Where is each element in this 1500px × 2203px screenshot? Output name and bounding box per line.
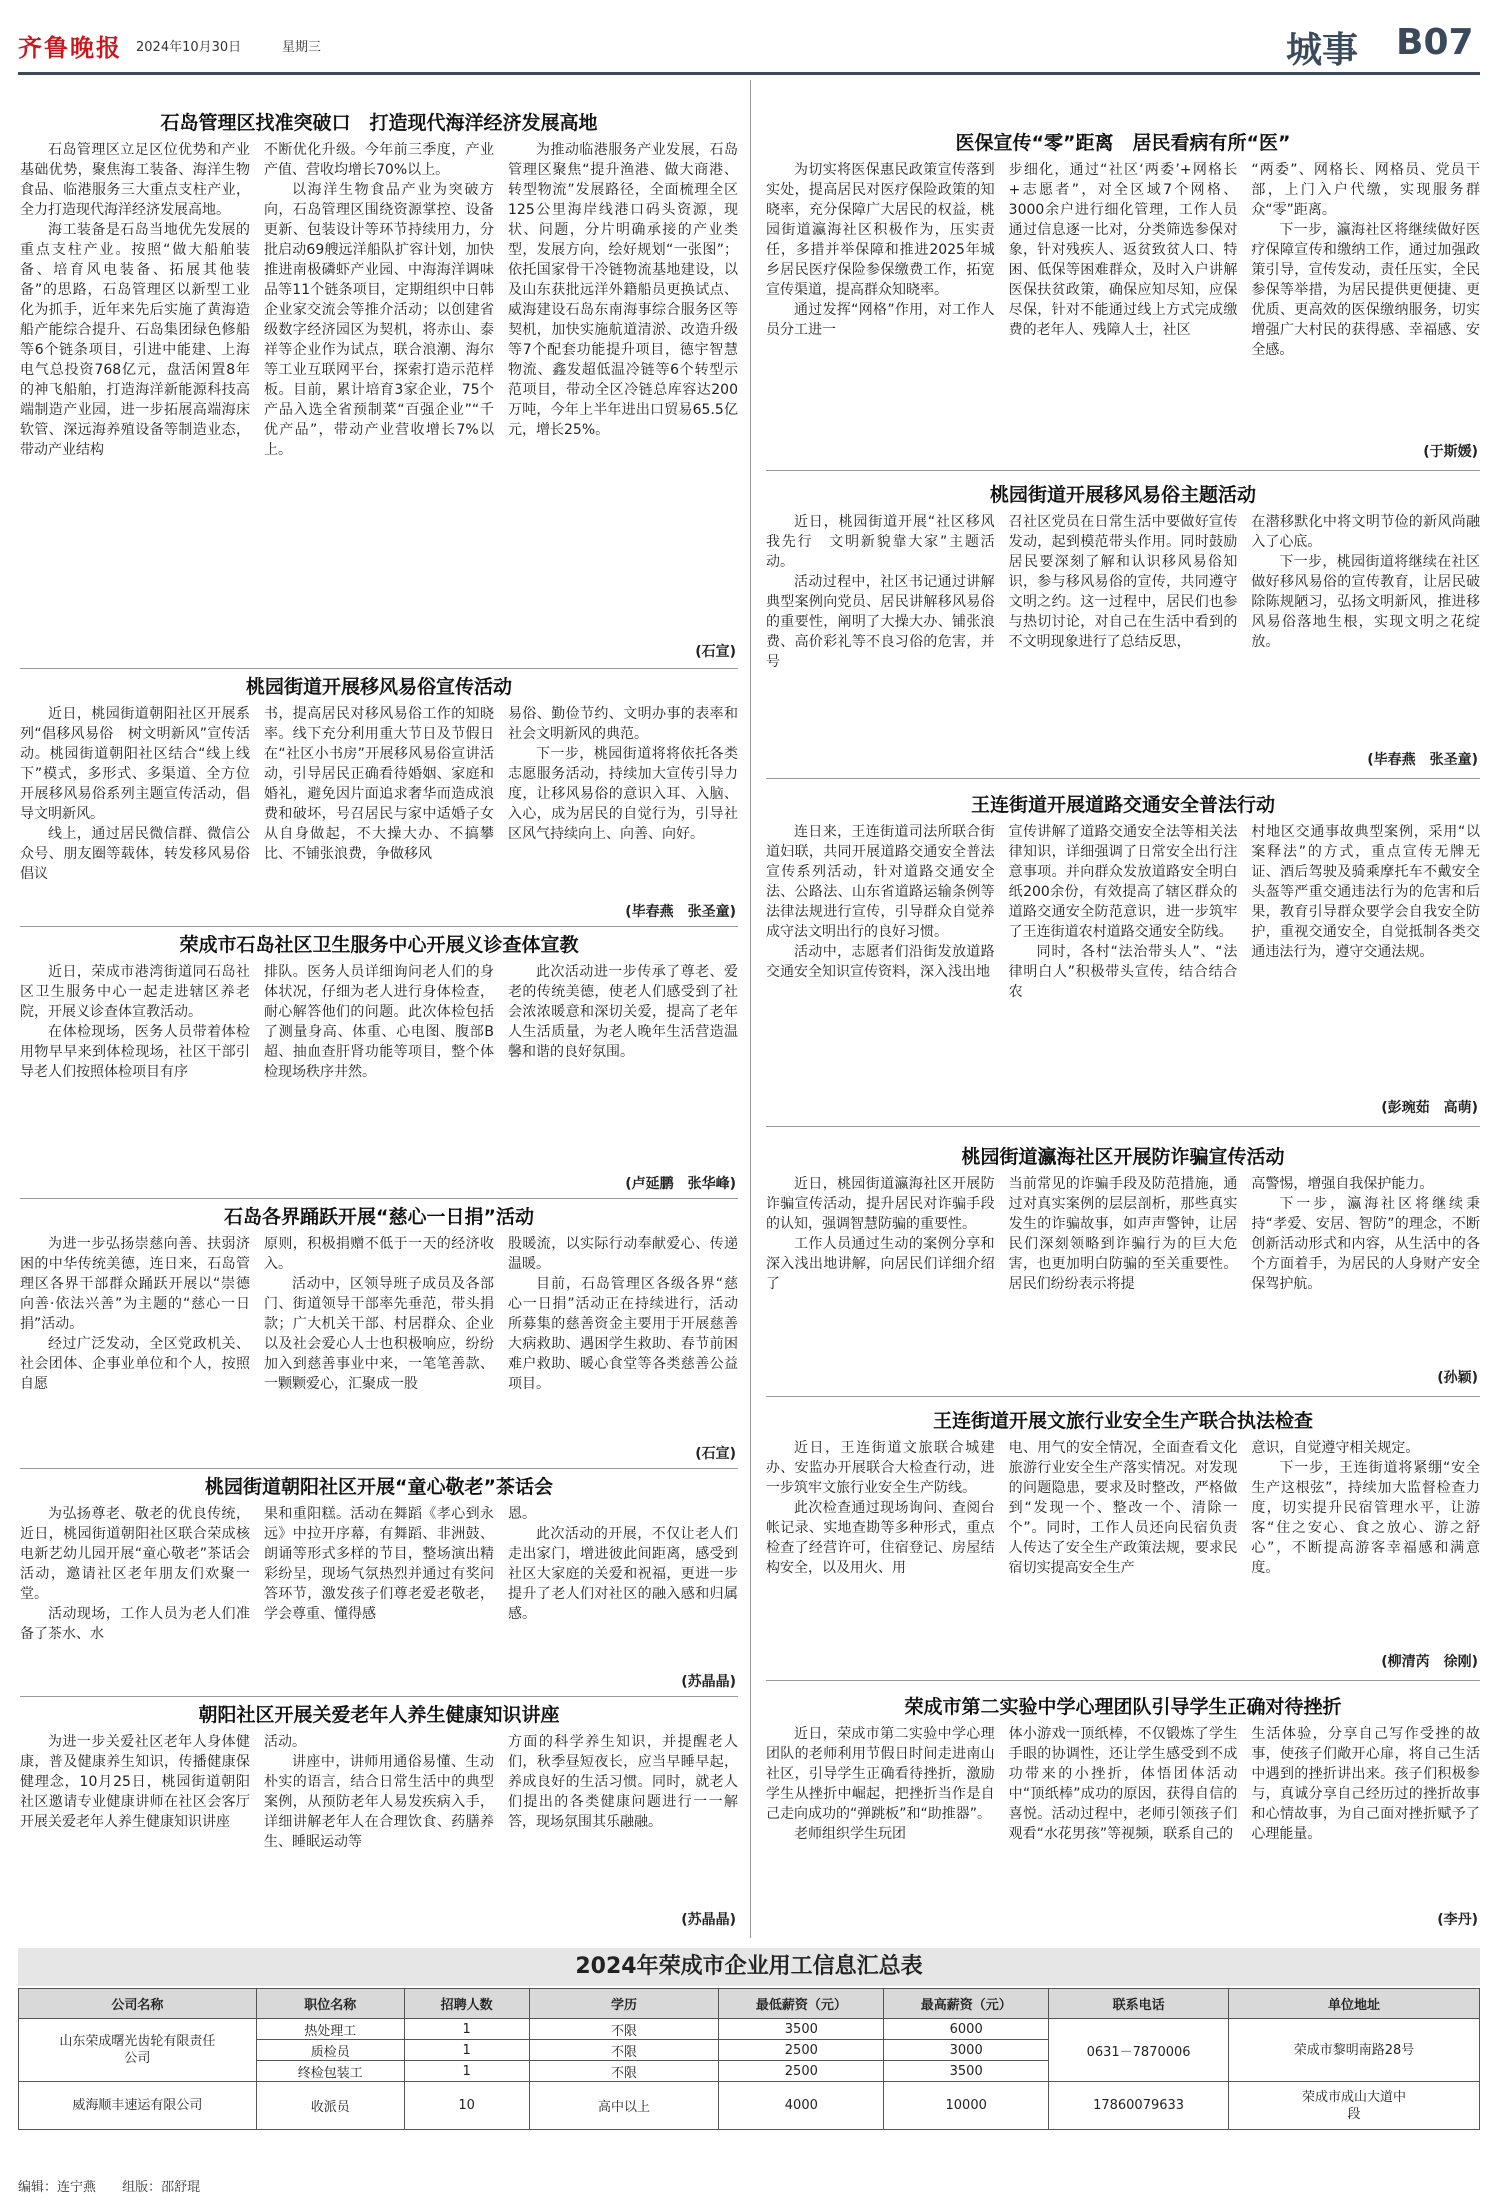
paragraph: 当前常见的诈骗手段及防范措施，通过对真实案例的层层剖析，那些真实发生的诈骗故事，如声声警钟，让居民们深刻领略到诈骗行为的巨大危害，也更加明白防骗的至关重要性。居民们纷纷表示将提 [1008,1176,1238,1292]
article-a5 [20,1470,738,1692]
article-column [264,140,494,460]
paragraph: 活动过程中，社区书记通过讲解典型案例向党员、居民讲解移风易俗的重要性，阐明了大操大办、铺张浪费、高价彩礼等不良习俗的危害，并号 [766,574,995,670]
article-column [264,962,494,1082]
paragraph: 不断优化升级。今年前三季度，产业产值、营收均增长70%以上。 [264,142,494,178]
article-column [508,1732,738,1852]
header-phone: 联系电话 [1049,1989,1229,2019]
article-column [20,1504,250,1644]
paragraph: “两委”、网格长、网格员、党员干部，上门入户代缴，实现服务群众“零”距离。 [1251,162,1480,218]
article-column [508,704,738,884]
company-name: 山东荣成曙光齿轮有限责任公司 [19,2019,257,2082]
paragraph: 此次检查通过现场询问、查阅台帐记录、实地查勘等多种形式，重点检查了经营许可，住宿登记、房屋结构安全，以及用火、用 [766,1500,995,1576]
headline: 医保宣传“零”距离 居民看病有所“医” [955,132,1291,154]
max-salary-cell: 6000 [884,2019,1049,2040]
article-column [1251,512,1480,672]
article-b2 [766,478,1480,770]
header-address: 单位地址 [1229,1989,1480,2019]
byline: (彭琬茹 高萌) [1375,1098,1478,1118]
max-salary-cell: 3000 [884,2040,1049,2061]
paragraph: 目前，石岛管理区各级各界“慈心一日捐”活动正在持续进行，活动所募集的慈善资金主要用于开展慈善大病救助、遇困学生救助、春节前困难户救助、暖心食堂等各类慈善公益项目。 [508,1276,738,1392]
paragraph: 以海洋生物食品产业为突破方向，石岛管理区围绕资源掌控、设备更新、包装设计等环节持续用力，分批启动69艘远洋船队扩容计划，加快推进南极磷虾产业园、中海海洋调味品等11个链条项目，定期组织中日韩企业家交流会等推介活动；以创建省级数字经济园区为契机，将赤山、泰祥等企业作为试点，联合浪潮、海尔等工业互联网平台，探索打造示范样板。目前，累计培育3家企业，75个产品入选全省预制菜“百强企业”“千优产品”，带动产业营收增长7%以上。 [264,182,494,458]
paragraph: 意识，自觉遵守相关规定。 [1251,1440,1420,1456]
article-column [766,822,995,1002]
paragraph: 下一步，瀛海社区将继续做好医疗保障宣传和缴纳工作，通过加强政策引导，宣传发动，责任压实，全民参保等举措，为居民提供更便捷、更优质、更高效的医保缴纳服务，切实增强广大村民的获得感、幸福感、安全感。 [1251,222,1480,358]
education-cell: 不限 [529,2061,719,2082]
article-column [20,704,250,884]
paragraph: 召社区党员在日常生活中要做好宣传发动，起到模范带头作用。同时鼓励居民要深刻了解和认识移风易俗知识，参与移风易俗的宣传，共同遵守文明之约。这一过程中，居民们也参与热切讨论，对自己在生活中看到的不文明现象进行了总结反思， [1008,514,1238,650]
article-column [766,512,995,672]
byline: (苏晶晶) [675,1672,736,1692]
article-b6 [766,1690,1480,1930]
headline: 朝阳社区开展关爱老年人养生健康知识讲座 [198,1704,560,1726]
job-table [18,1988,1480,2130]
paragraph: 活动。 [264,1734,306,1750]
article-column [264,1732,494,1852]
article-column [264,1504,494,1644]
paragraph: 活动中，志愿者们沿街发放道路交通安全知识宣传资料，深入浅出地 [766,944,995,980]
article-column [1251,160,1480,360]
article-divider [20,1468,738,1469]
position-cell: 质检员 [256,2040,404,2061]
article-column [1009,1438,1238,1578]
headline: 荣成市第二实验中学心理团队引导学生正确对待挫折 [904,1696,1342,1718]
byline: (毕春燕 张圣童) [619,902,736,922]
education-cell: 高中以上 [529,2082,719,2130]
article-column [508,1504,738,1644]
article-column [1009,822,1238,1002]
article-a6 [20,1698,738,1930]
paragraph: 下一步，桃园街道将将依托各类志愿服务活动，持续加大宣传引导力度，让移风易俗的意识入耳、入脑、入心，成为居民的自觉行为，引导社区风气持续向上、向善、向好。 [508,746,738,842]
table-row [19,2082,1480,2130]
paragraph: 同时，各村“法治带头人”、“法律明白人”积极带头宣传，结合结合农 [1008,944,1238,1000]
count-cell: 1 [404,2040,529,2061]
headline: 桃园街道朝阳社区开展“童心敬老”茶话会 [205,1476,553,1498]
paragraph: 恩。 [508,1506,536,1522]
paragraph: 近日，王连街道文旅联合城建办、安监办开展联合大检查行动，进一步筑牢文旅行业安全生产防线。 [766,1440,995,1496]
headline: 石岛管理区找准突破口 打造现代海洋经济发展高地 [160,112,598,134]
masthead-rule [18,72,1480,75]
article-column [508,962,738,1082]
position-cell: 终检包装工 [256,2061,404,2082]
article-a4 [20,1200,738,1464]
paragraph: 此次活动进一步传承了尊老、爱老的传统美德，使老人们感受到了社会浓浓暖意和深切关爱，提高了老年人生活质量，为老人晚年生活营造温馨和谐的良好氛围。 [508,964,738,1060]
max-salary-cell: 3500 [884,2061,1049,2082]
headline: 王连街道开展文旅行业安全生产联合执法检查 [932,1410,1313,1432]
paragraph: 近日，桃园街道开展“社区移风我先行 文明新貌靠大家”主题活动。 [766,514,995,570]
paragraph: 果和重阳糕。活动在舞蹈《孝心到永远》中拉开序幕，有舞蹈、非洲鼓、朗诵等形式多样的节目，整场演出精彩纷呈，现场气氛热烈并通过有奖问答环节，激发孩子们尊老爱老敬老，学会尊重、懂得感 [264,1506,494,1622]
paragraph: 为进一步弘扬崇慈向善、扶弱济困的中华传统美德，连日来，石岛管理区各界干部群众踊跃开展以“崇德向善·依法兴善”为主题的“慈心一日捐”活动。 [20,1236,250,1332]
paragraph: 此次活动的开展，不仅让老人们走出家门，增进彼此间距离，感受到社区大家庭的关爱和祝福，更进一步提升了老人们对社区的融入感和归属感。 [508,1526,738,1622]
byline: (石宣) [689,1444,736,1464]
paragraph: 活动中，区领导班子成员及各部门、街道领导干部率先垂范，带头捐款；广大机关干部、村居群众、企业以及社会爱心人士也积极响应，纷纷加入到慈善事业中来，一笔笔善款、一颗颗爱心，汇聚成一股 [264,1276,494,1392]
article-b4 [766,1140,1480,1388]
center-divider [750,80,751,1938]
max-salary-cell: 10000 [884,2082,1049,2130]
headline: 桃园街道瀛海社区开展防诈骗宣传活动 [961,1146,1285,1168]
header-max-salary: 最高薪资（元） [884,1989,1049,2019]
issue-weekday: 星期三 [282,40,322,55]
min-salary-cell: 2500 [719,2061,884,2082]
count-cell: 1 [404,2061,529,2082]
article-column [766,160,995,360]
page-number: B07 [1396,22,1474,63]
paragraph: 近日，桃园街道朝阳社区开展系列“倡移风易俗 树文明新风”宣传活动。桃园街道朝阳社区结合“线上线下”模式，多形式、多渠道、全方位开展移风易俗系列主题宣传活动，倡导文明新风。 [20,706,250,822]
table-header-row [19,1989,1480,2019]
paragraph: 电、用气的安全情况，全面查看文化旅游行业安全生产落实情况。对发现的问题隐患，要求及时整改，严格做到“发现一个、整改一个、清除一个”。同时，工作人员还向民宿负责人传达了安全生产政策法规，要求民宿切实提高安全生产 [1008,1440,1238,1576]
position-cell: 热处理工 [256,2019,404,2040]
article-divider [766,1126,1480,1127]
header-count: 招聘人数 [404,1989,529,2019]
paragraph: 近日，荣成市港湾街道同石岛社区卫生服务中心一起走进辖区养老院，开展义诊查体宣教活动。 [20,964,250,1020]
article-column [1251,1438,1480,1578]
paragraph: 股暖流，以实际行动奉献爱心、传递温暖。 [508,1236,738,1272]
article-b5 [766,1404,1480,1672]
phone-cell: 0631－7870006 [1049,2019,1229,2082]
article-column [766,1724,995,1844]
paragraph: 活动现场，工作人员为老人们准备了茶水、水 [20,1606,250,1642]
paragraph: 原则，积极捐赠不低于一天的经济收入。 [264,1236,494,1272]
article-a2 [20,670,738,922]
phone-cell: 17860079633 [1049,2082,1229,2130]
issue-date: 2024年10月30日 [136,40,242,55]
article-b1 [766,126,1480,462]
article-column [1251,1174,1480,1294]
newspaper-logo: 齐鲁晚报 [18,33,122,62]
article-a1 [20,106,738,662]
byline: (石宣) [689,642,736,662]
paragraph: 下一步，瀛海社区将继续秉持“孝爱、安居、智防”的理念，不断创新活动形式和内容，从生活中的各个方面着手，为居民的人身财产安全保驾护航。 [1251,1196,1480,1292]
paragraph: 近日，荣成市第二实验中学心理团队的老师利用节假日时间走进南山社区，引导学生正确看待挫折，激励学生从挫折中崛起，把挫折当作是自己走向成功的“弹跳板”和“助推器”。 [766,1726,995,1822]
paragraph: 下一步，桃园街道将继续在社区做好移风易俗的宣传教育，让居民破除陈规陋习，弘扬文明新风，推进移风易俗落地生根，实现文明之花绽放。 [1251,554,1480,650]
paragraph: 易俗、勤俭节约、文明办事的表率和社会文明新风的典范。 [508,706,738,742]
byline: (卢延鹏 张华峰) [619,1174,736,1194]
article-column [1009,160,1238,360]
paragraph: 为切实将医保惠民政策宣传落到实处，提高居民对医疗保险政策的知晓率，充分保障广大居民的权益，桃园街道瀛海社区积极作为，压实责任，多措并举保障和推进2025年城乡居民医疗保险参保缴费工作，拓宽宣传渠道，提高群众知晓率。 [766,162,995,298]
table-title: 2024年荣成市企业用工信息汇总表 [18,1948,1480,1986]
article-column [264,1234,494,1394]
paragraph: 体小游戏一顶纸棒，不仅锻炼了学生手眼的协调性，还让学生感受到不成功带来的小挫折，体悟团体活动中“顶纸棒”成功的原因，获得自信的喜悦。活动过程中，老师引领孩子们观看“水花男孩”等视频，联系自己的 [1008,1726,1238,1842]
paragraph: 宣传讲解了道路交通安全法等相关法律知识，详细强调了日常安全出行注意事项。并向群众发放道路安全明白纸200余份，有效提高了辖区群众的道路交通安全防范意识，进一步筑牢了王连街道农村道路交通安全防线。 [1008,824,1238,940]
article-a3 [20,928,738,1194]
headline: 桃园街道开展移风易俗主题活动 [989,484,1256,506]
article-column [20,962,250,1082]
paragraph: 高警惕，增强自我保护能力。 [1251,1176,1434,1192]
table-row [19,2019,1480,2040]
headline: 石岛各界踊跃开展“慈心一日捐”活动 [224,1206,534,1228]
article-column [20,1234,250,1394]
footer [18,2176,222,2195]
address-cell: 荣成市黎明南路28号 [1229,2019,1480,2082]
min-salary-cell: 2500 [719,2040,884,2061]
paragraph: 海工装备是石岛当地优先发展的重点支柱产业。按照“做大船舶装备、培育风电装备、拓展其他装备”的思路，石岛管理区以新型工业化为抓手，近年来先后实施了黄海造船产能综合提升、石岛集团绿色修船等6个链条项目，引进中能建、上海电气总投资768亿元，盘活闲置8年的神飞船舶，打造海洋新能源科技高端制造产业园，进一步拓展高端海床软管、深远海养殖设备等制造业态，带动产业结构 [20,222,250,458]
byline: (孙颖) [1431,1368,1478,1388]
article-b3 [766,788,1480,1118]
byline: (苏晶晶) [675,1910,736,1930]
byline: (毕春燕 张圣童) [1361,750,1478,770]
education-cell: 不限 [529,2019,719,2040]
paragraph: 工作人员通过生动的案例分享和深入浅出地讲解，向居民们详细介绍了 [766,1236,995,1292]
paragraph: 村地区交通事故典型案例，采用“以案释法”的方式，重点宣传无牌无证、酒后驾驶及骑乘摩托车不戴安全头盔等严重交通违法行为的危害和后果，教育引导群众要学会自我安全防护，重视交通安全，自觉抵制各类交通违法行为，遵守交通法规。 [1251,824,1480,960]
article-divider [20,668,738,669]
paragraph: 为弘扬尊老、敬老的优良传统，近日，桃园街道朝阳社区联合荣成核电新艺幼儿园开展“童心敬老”茶话会活动，邀请社区老年朋友们欢聚一堂。 [20,1506,250,1602]
paragraph: 经过广泛发动，全区党政机关、社会团体、企事业单位和个人，按照自愿 [20,1336,250,1392]
header-min-salary: 最低薪资（元） [719,1989,884,2019]
paragraph: 老师组织学生玩团 [794,1826,906,1842]
position-cell: 收派员 [256,2082,404,2130]
article-column [1009,1174,1238,1294]
section-name: 城事 [1286,30,1359,71]
count-cell: 10 [404,2082,529,2130]
article-column [766,1174,995,1294]
article-column [766,1438,995,1578]
editor-credit: 编辑：连宁燕 [18,2180,97,2195]
paragraph: 步细化，通过“社区‘两委’+网格长+志愿者”，对全区域7个网格、3000余户进行细化管理，工作人员通过信息逐一比对，分类筛选参保对象，针对残疾人、返贫致贫人口、特困、低保等困难群众，及时入户讲解医保扶贫政策，确保应知尽知，应保尽保，针对不能通过线上方式完成缴费的老年人、残障人士，社区 [1008,162,1238,338]
education-cell: 不限 [529,2040,719,2061]
byline: (李丹) [1431,1910,1478,1930]
byline: (于斯媛) [1417,442,1478,462]
paragraph: 为推动临港服务产业发展，石岛管理区聚焦“提升渔港、做大商港、转型物流”发展路径，全面梳理全区125公里海岸线港口码头资源，现状、问题，分片明确承接的产业类型，发展方向，绘好规划“一张图”；依托国家骨干冷链物流基地建设，以及山东获批远洋外籍船员更换试点、威海建设石岛东南海事综合服务区等契机，加快实施航道清淤、改造升级等7个配套功能提升项目，德宇智慧物流、鑫发超低温冷链等6个转型示范项目，带动全区冷链总库容达200万吨，今年上半年进出口贸易65.5亿元，增长25%。 [508,142,738,438]
article-column [20,140,250,460]
paragraph: 线上，通过居民微信群、微信公众号、朋友圈等载体，转发移风易俗倡议 [20,826,250,882]
min-salary-cell: 4000 [719,2082,884,2130]
article-column [1009,1724,1238,1844]
headline: 王连街道开展道路交通安全普法行动 [970,794,1275,816]
article-divider [766,778,1480,779]
article-divider [766,1680,1480,1681]
article-divider [20,1696,738,1697]
paragraph: 为进一步关爱社区老年人身体健康，普及健康养生知识，传播健康保健理念，10月25日，桃园街道朝阳社区邀请专业健康讲师在社区会客厅开展关爱老年人养生健康知识讲座 [20,1734,250,1830]
article-divider [766,1396,1480,1397]
article-column [1251,822,1480,1002]
paragraph: 石岛管理区立足区位优势和产业基础优势，聚焦海工装备、海洋生物食品、临港服务三大重点支柱产业，全力打造现代海洋经济发展高地。 [20,142,250,218]
byline: (柳清芮 徐刚) [1375,1652,1478,1672]
paragraph: 方面的科学养生知识，并提醒老人们，秋季昼短夜长，应当早睡早起，养成良好的生活习惯。同时，就老人们提出的各类健康问题进行一一解答，现场氛围其乐融融。 [508,1734,738,1830]
paragraph: 生活体验，分享自己写作受挫的故事，使孩子们敞开心扉，将自己生活中遇到的挫折讲出来。孩子们积极参与，真诚分享自己经历过的挫折故事和心情故事，为自己面对挫折赋予了心理能量。 [1251,1726,1480,1842]
address-cell: 荣成市成山大道中段 [1229,2082,1480,2130]
article-column [508,1234,738,1394]
paragraph: 书，提高居民对移风易俗工作的知晓率。线下充分利用重大节日及节假日在“社区小书房”开展移风易俗宣讲活动，引导居民正确看待婚姻、家庭和婚礼，避免因片面追求奢华而造成浪费和破坏，号召居民与家中适婚子女从自身做起，不大操大办、不搞攀比、不铺张浪费，争做移风 [264,706,494,862]
paragraph: 下一步，王连街道将紧绷“安全生产这根弦”，持续加大监督检查力度，切实提升民宿管理水平，让游客“住之安心、食之放心、游之舒心”，不断提高游客幸福感和满意度。 [1251,1460,1480,1576]
paragraph: 通过发挥“网格”作用，对工作人员分工进一 [766,302,995,338]
paragraph: 连日来，王连街道司法所联合街道妇联，共同开展道路交通安全普法宣传系列活动，针对道路交通安全法、公路法、山东省道路运输条例等法律法规进行宣传，引导群众自觉养成守法文明出行的良好习惯。 [766,824,995,940]
company-name: 威海顺丰速运有限公司 [19,2082,257,2130]
header-education: 学历 [529,1989,719,2019]
article-column [264,704,494,884]
header-position: 职位名称 [256,1989,404,2019]
article-column [1251,1724,1480,1844]
layout-credit: 组版：邵舒琨 [122,2180,201,2195]
article-column [20,1732,250,1852]
job-info-section [18,1948,1480,2168]
article-column [508,140,738,460]
paragraph: 近日，桃园街道瀛海社区开展防诈骗宣传活动，提升居民对诈骗手段的认知，强调智慧防骗的重要性。 [766,1176,995,1232]
article-divider [20,1198,738,1199]
header-company: 公司名称 [19,1989,257,2019]
min-salary-cell: 3500 [719,2019,884,2040]
paragraph: 在潜移默化中将文明节俭的新风尚融入了心底。 [1251,514,1480,550]
paragraph: 在体检现场，医务人员带着体检用物早早来到体检现场，社区干部引导老人们按照体检项目有序 [20,1024,250,1080]
headline: 荣成市石岛社区卫生服务中心开展义诊查体宣教 [179,934,579,956]
article-divider [20,926,738,927]
article-column [1009,512,1238,672]
headline: 桃园街道开展移风易俗宣传活动 [245,676,512,698]
masthead [18,14,1480,74]
count-cell: 1 [404,2019,529,2040]
article-divider [766,470,1480,471]
paragraph: 讲座中，讲师用通俗易懂、生动朴实的语言，结合日常生活中的典型案例，从预防老年人易发疾病入手，详细讲解老年人在合理饮食、药膳养生、睡眠运动等 [264,1754,494,1850]
paragraph: 排队。医务人员详细询问老人们的身体状况，仔细为老人进行身体检查，耐心解答他们的问题。此次体检包括了测量身高、体重、心电图、腹部B超、抽血查肝肾功能等项目，整个体检现场秩序井然。 [264,964,494,1080]
